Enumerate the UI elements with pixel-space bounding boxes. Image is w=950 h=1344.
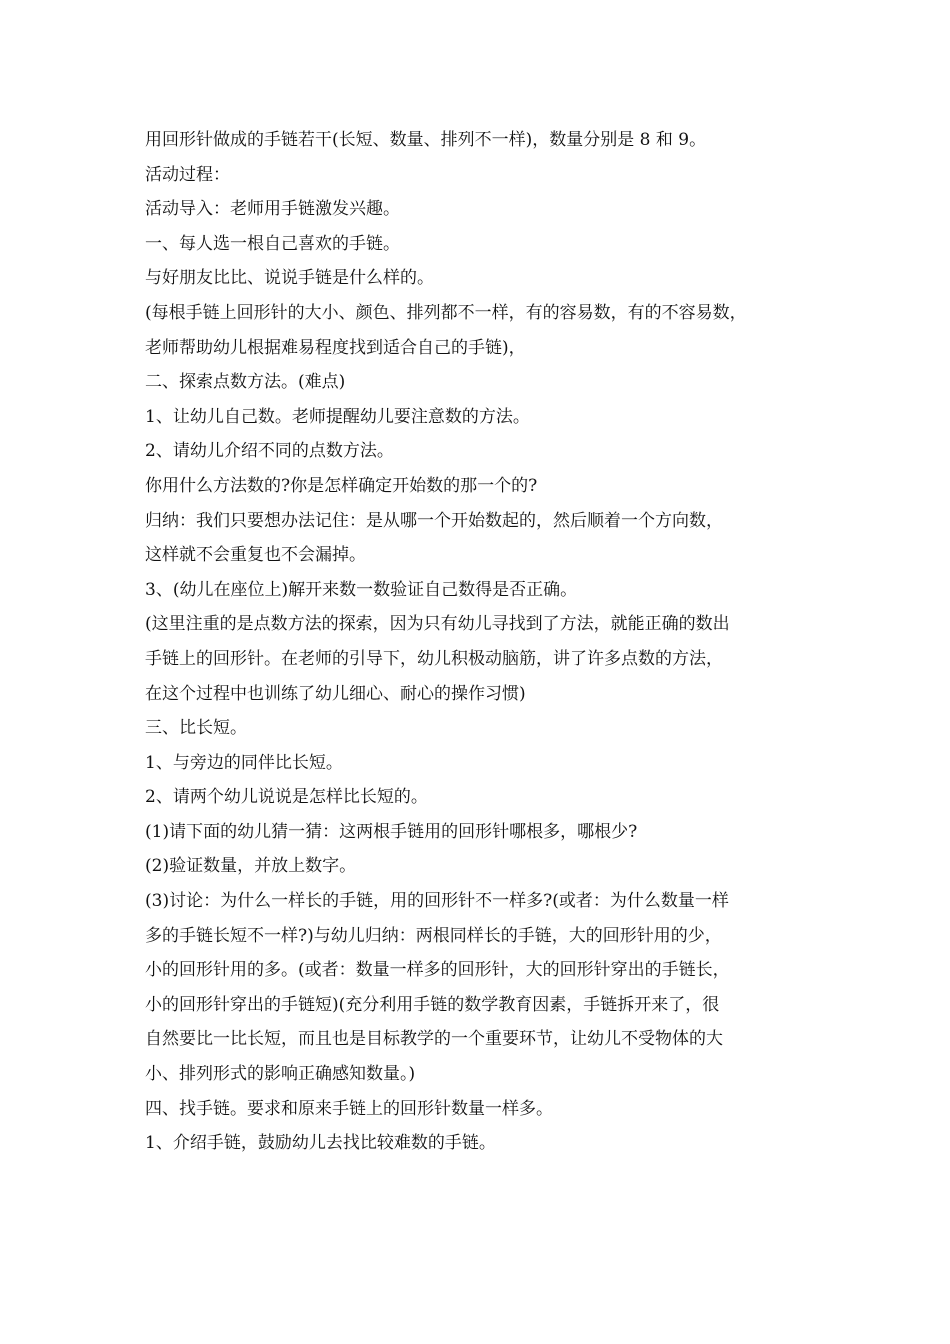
text-line: 2、请两个幼儿说说是怎样比长短的。 — [145, 787, 428, 808]
section-heading: 一、每人选一根自己喜欢的手链。 — [145, 233, 400, 254]
text-line: (1)请下面的幼儿猜一猜：这两根手链用的回形针哪根多，哪根少? — [145, 821, 638, 842]
text-line: 自然要比一比长短，而且也是目标教学的一个重要环节，让幼儿不受物体的大 — [145, 1029, 723, 1050]
text-line: 1、与旁边的同伴比长短。 — [145, 752, 343, 773]
section-heading: 三、比长短。 — [145, 718, 247, 739]
text-line: 3、(幼儿在座位上)解开来数一数验证自己数得是否正确。 — [145, 579, 578, 600]
text-line: (3)讨论：为什么一样长的手链，用的回形针不一样多?(或者：为什么数量一样 — [145, 891, 729, 912]
text-line: 归纳：我们只要想办法记住：是从哪一个开始数起的，然后顺着一个方向数， — [145, 510, 723, 531]
text-line: (2)验证数量，并放上数字。 — [145, 856, 357, 877]
text-line: 活动导入：老师用手链激发兴趣。 — [145, 199, 400, 220]
text-line: (这里注重的是点数方法的探索，因为只有幼儿寻找到了方法，就能正确的数出 — [145, 614, 730, 635]
text-line: 多的手链长短不一样?)与幼儿归纳：两根同样长的手链，大的回形针用的少， — [145, 925, 722, 946]
text-line: 这样就不会重复也不会漏掉。 — [145, 545, 366, 566]
text-line: 手链上的回形针。在老师的引导下，幼儿积极动脑筋，讲了许多点数的方法， — [145, 648, 723, 669]
text-line: 小的回形针穿出的手链短)(充分利用手链的数学教育因素，手链拆开来了，很 — [145, 994, 720, 1015]
text-line: 用回形针做成的手链若干(长短、数量、排列不一样)，数量分别是 8 和 9。 — [145, 130, 707, 150]
document-body — [145, 123, 835, 1161]
text-line: 小、排列形式的影响正确感知数量。) — [145, 1064, 416, 1085]
text-line: 与好朋友比比、说说手链是什么样的。 — [145, 268, 434, 289]
section-heading: 四、找手链。要求和原来手链上的回形针数量一样多。 — [145, 1098, 553, 1119]
text-line: 2、请幼儿介绍不同的点数方法。 — [145, 441, 394, 462]
text-line: 老师帮助幼儿根据难易程度找到适合自己的手链)， — [145, 337, 526, 358]
section-heading: 二、探索点数方法。(难点) — [145, 372, 346, 393]
text-line: 在这个过程中也训练了幼儿细心、耐心的操作习惯) — [145, 683, 526, 704]
section-heading: 活动过程： — [145, 164, 230, 185]
text-line: 1、让幼儿自己数。老师提醒幼儿要注意数的方法。 — [145, 406, 530, 427]
text-line: (每根手链上回形针的大小、颜色、排列都不一样，有的容易数，有的不容易数， — [145, 302, 747, 323]
text-line: 1、介绍手链，鼓励幼儿去找比较难数的手链。 — [145, 1133, 496, 1154]
text-line: 你用什么方法数的?你是怎样确定开始数的那一个的? — [145, 475, 538, 496]
text-line: 小的回形针用的多。(或者：数量一样多的回形针，大的回形针穿出的手链长， — [145, 960, 730, 981]
